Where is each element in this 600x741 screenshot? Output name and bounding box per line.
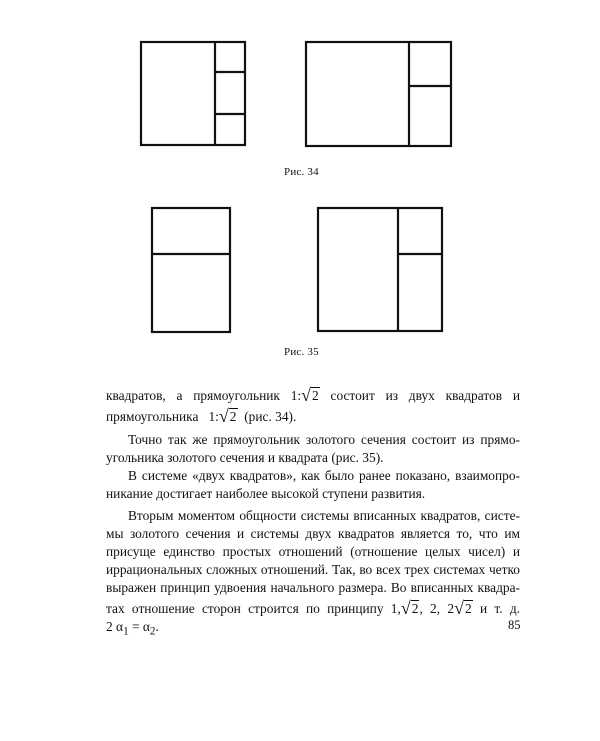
para4-line7 [106,617,520,642]
para4-line1: Вторым моментом общности системы вписанных квадратов, систе- [128,508,520,523]
fig34-left-diagram [141,42,245,145]
text-span: квадратов, а прямоугольник 1 [106,388,298,403]
text-span: 2 α [106,619,124,634]
fig35-right-diagram [318,208,442,331]
fig34-left-outer [141,42,245,145]
page-number: 85 [508,618,521,632]
sqrt-sign: √ [400,598,411,618]
para4-line2: мы золотого сечения и системы двух квадратов является то, что им [106,526,520,541]
fig34-caption: Рис. 34 [284,166,319,178]
para4-line5: выражен принцип удвоения начального размера. Во вписанных квадра- [106,580,520,595]
para3-line2: никание достигает наиболее высокой ступени развития. [106,486,426,501]
text-span: и т. д. [479,601,520,616]
sqrt-sign: √ [301,385,312,405]
radicand: 2 [464,601,472,616]
fig34-right-diagram [306,42,451,146]
fig35-caption: Рис. 35 [284,346,319,358]
text-span: прямоугольника [106,409,199,424]
radicand: 2 [312,388,319,403]
text-span: . [155,619,159,634]
para3-line1: В системе «двух квадратов», как было ранее показано, взаимопро- [128,468,520,483]
text-span: 1 [208,409,216,424]
text-span: (рис. 34). [244,409,297,424]
fig35-right-outer [318,208,442,331]
para1-line2 [106,405,520,427]
para2-line2: угольника золотого сечения и квадрата (рис. 35). [106,450,384,465]
radicand: 2 [411,601,419,616]
text-span: : [297,388,302,403]
fig35-left-diagram [152,208,230,332]
sqrt-sign: √ [218,406,229,426]
para1-line1 [106,384,520,406]
text-span: : [215,409,219,424]
para4-line3: присуще единство простых отношений (отношение целых чисел) и [106,544,520,559]
subscript: 2 [149,625,156,638]
text-span: тах отношение сторон строится по принципу 1, [106,601,401,616]
figures [0,0,600,360]
text-span: = α [128,619,150,634]
para4-line4: иррациональных сложных отношений. Так, во всех трех системах четко [106,562,520,577]
text-span: , 2, 2 [419,601,455,616]
para2-line1: Точно так же прямоугольник золотого сечения состоит из прямо- [128,432,520,447]
radicand: 2 [229,409,237,424]
fig34-right-outer [306,42,451,146]
fig35-left-outer [152,208,230,332]
text-span: состоит из двух квадратов и [330,388,520,403]
para4-line6 [106,597,520,619]
subscript: 1 [123,625,129,638]
sqrt-sign: √ [454,598,464,618]
